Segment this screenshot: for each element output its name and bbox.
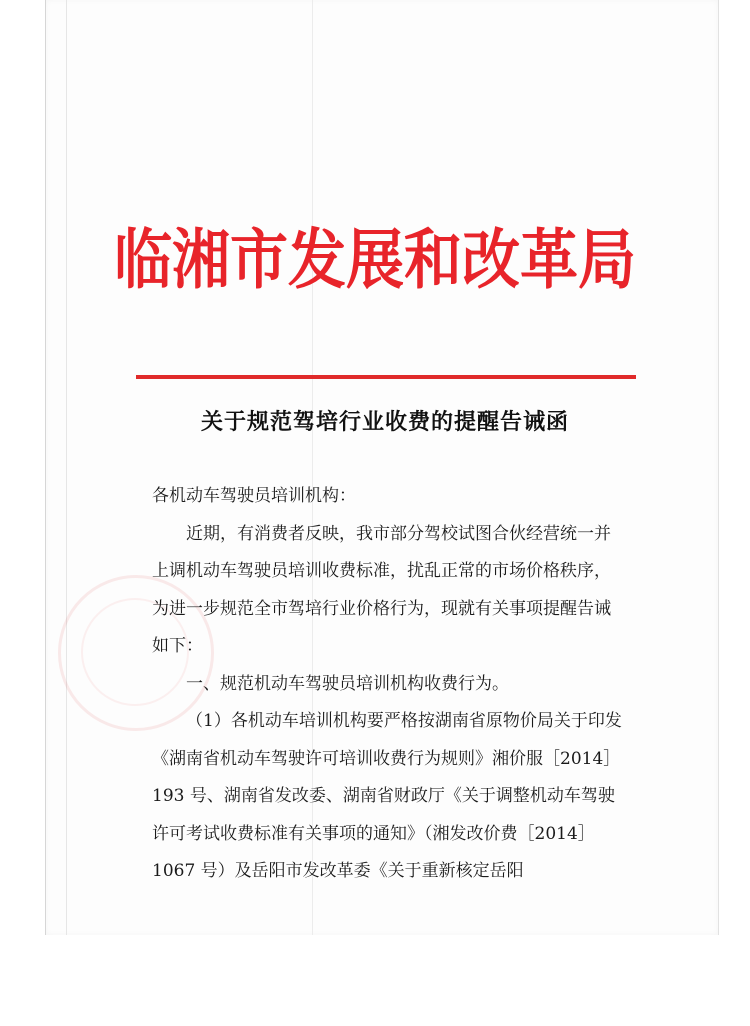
salutation: 各机动车驾驶员培训机构： — [152, 486, 356, 506]
body-paragraph: 近期，有消费者反映，我市部分驾校试图合伙经营统一并上调机动车驾驶员培训收费标准，扰乱正常的市场价格秩序，为进一步规范全市驾培行业价格行为，现就有关事项提醒告诫如下： — [152, 523, 611, 656]
page-edge-line — [66, 0, 67, 935]
letterhead-org-name: 临湘市发展和改革局 — [113, 221, 636, 298]
document-body — [152, 478, 622, 891]
body-paragraph: （1）各机动车培训机构要严格按湖南省原物价局关于印发《湖南省机动车驾驶许可培训收费行为规则》湘价服［2014］193 号、湖南省发改委、湖南省财政厅《关于调整机动车驾驶许可考试收费标准有关事项的通知》（湘发改价费［2014］1067 号）及岳阳市发改革委《关于重新核定岳阳 — [152, 711, 622, 881]
letterhead-red-rule — [136, 375, 636, 379]
document-title: 关于规范驾培行业收费的提醒告诫函 — [200, 409, 569, 435]
section-heading: 一、规范机动车驾驶员培训机构收费行为。 — [186, 673, 509, 694]
